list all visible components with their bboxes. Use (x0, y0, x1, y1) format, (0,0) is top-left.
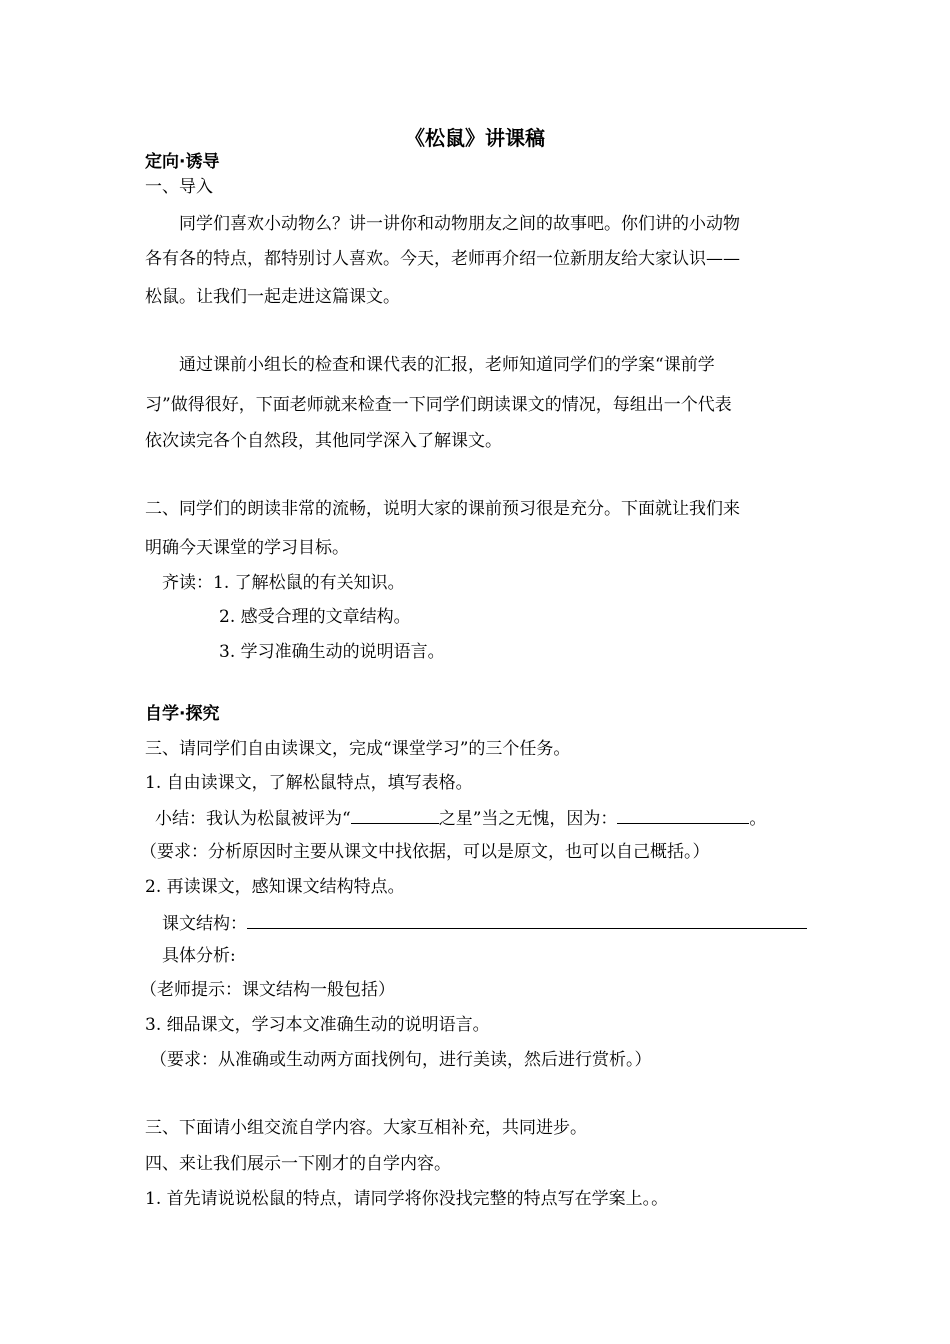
document-title: 《松鼠》讲课稿 (405, 126, 545, 150)
fill-in-blank[interactable] (617, 805, 749, 824)
structure-line (162, 910, 827, 936)
task-line: 3. 细品课文，学习本文准确生动的说明语言。 (145, 1015, 490, 1035)
paragraph-line: 三、下面请小组交流自学内容。大家互相补充，共同进步。 (145, 1118, 587, 1138)
summary-text-3: 。 (749, 809, 767, 829)
objective-item: 2. 感受合理的文章结构。 (219, 607, 411, 627)
paragraph-line: 习”做得很好，下面老师就来检查一下同学们朗读课文的情况，每组出一个代表 (145, 395, 732, 415)
paragraph-line: 同学们喜欢小动物么？讲一讲你和动物朋友之间的故事吧。你们讲的小动物 (179, 214, 740, 234)
task-line: 1. 自由读课文，了解松鼠特点，填写表格。 (145, 773, 473, 793)
paragraph-line: 一、导入 (145, 177, 213, 197)
task-line: 2. 再读课文，感知课文结构特点。 (145, 877, 405, 897)
fill-in-blank[interactable] (247, 910, 807, 929)
section-heading-selfstudy: 自学·探究 (145, 704, 220, 724)
paragraph-line: 1. 首先请说说松鼠的特点，请同学将你没找完整的特点写在学案上。。 (145, 1189, 669, 1209)
section-heading-orientation: 定向·诱导 (145, 152, 220, 172)
summary-text-2: 之星”当之无愧，因为： (438, 809, 618, 829)
paragraph-line: 四、来让我们展示一下刚才的自学内容。 (145, 1154, 451, 1174)
paragraph-line: 通过课前小组长的检查和课代表的汇报，老师知道同学们的学案“课前学 (179, 355, 715, 375)
paragraph-line: 三、请同学们自由读课文，完成“课堂学习”的三个任务。 (145, 739, 571, 759)
paragraph-line: 各有各的特点，都特别讨人喜欢。今天，老师再介绍一位新朋友给大家认识—— (145, 249, 740, 269)
summary-text-1: 小结：我认为松鼠被评为“ (155, 809, 351, 829)
objective-item: 齐读：1. 了解松鼠的有关知识。 (162, 573, 405, 593)
analysis-label: 具体分析: (162, 946, 236, 966)
fill-in-blank[interactable] (351, 805, 439, 824)
objective-item: 3. 学习准确生动的说明语言。 (219, 642, 445, 662)
requirement-line: （要求：从准确或生动两方面找例句，进行美读，然后进行赏析。） (150, 1050, 652, 1070)
summary-line (155, 805, 820, 831)
teacher-hint: （老师提示：课文结构一般包括） (140, 980, 395, 1000)
paragraph-line: 松鼠。让我们一起走进这篇课文。 (145, 287, 400, 307)
requirement-line: （要求：分析原因时主要从课文中找依据，可以是原文，也可以自己概括。） (140, 842, 710, 862)
structure-label: 课文结构： (162, 914, 247, 934)
paragraph-line: 依次读完各个自然段，其他同学深入了解课文。 (145, 431, 502, 451)
paragraph-line: 明确今天课堂的学习目标。 (145, 538, 349, 558)
paragraph-line: 二、同学们的朗读非常的流畅，说明大家的课前预习很是充分。下面就让我们来 (145, 499, 740, 519)
